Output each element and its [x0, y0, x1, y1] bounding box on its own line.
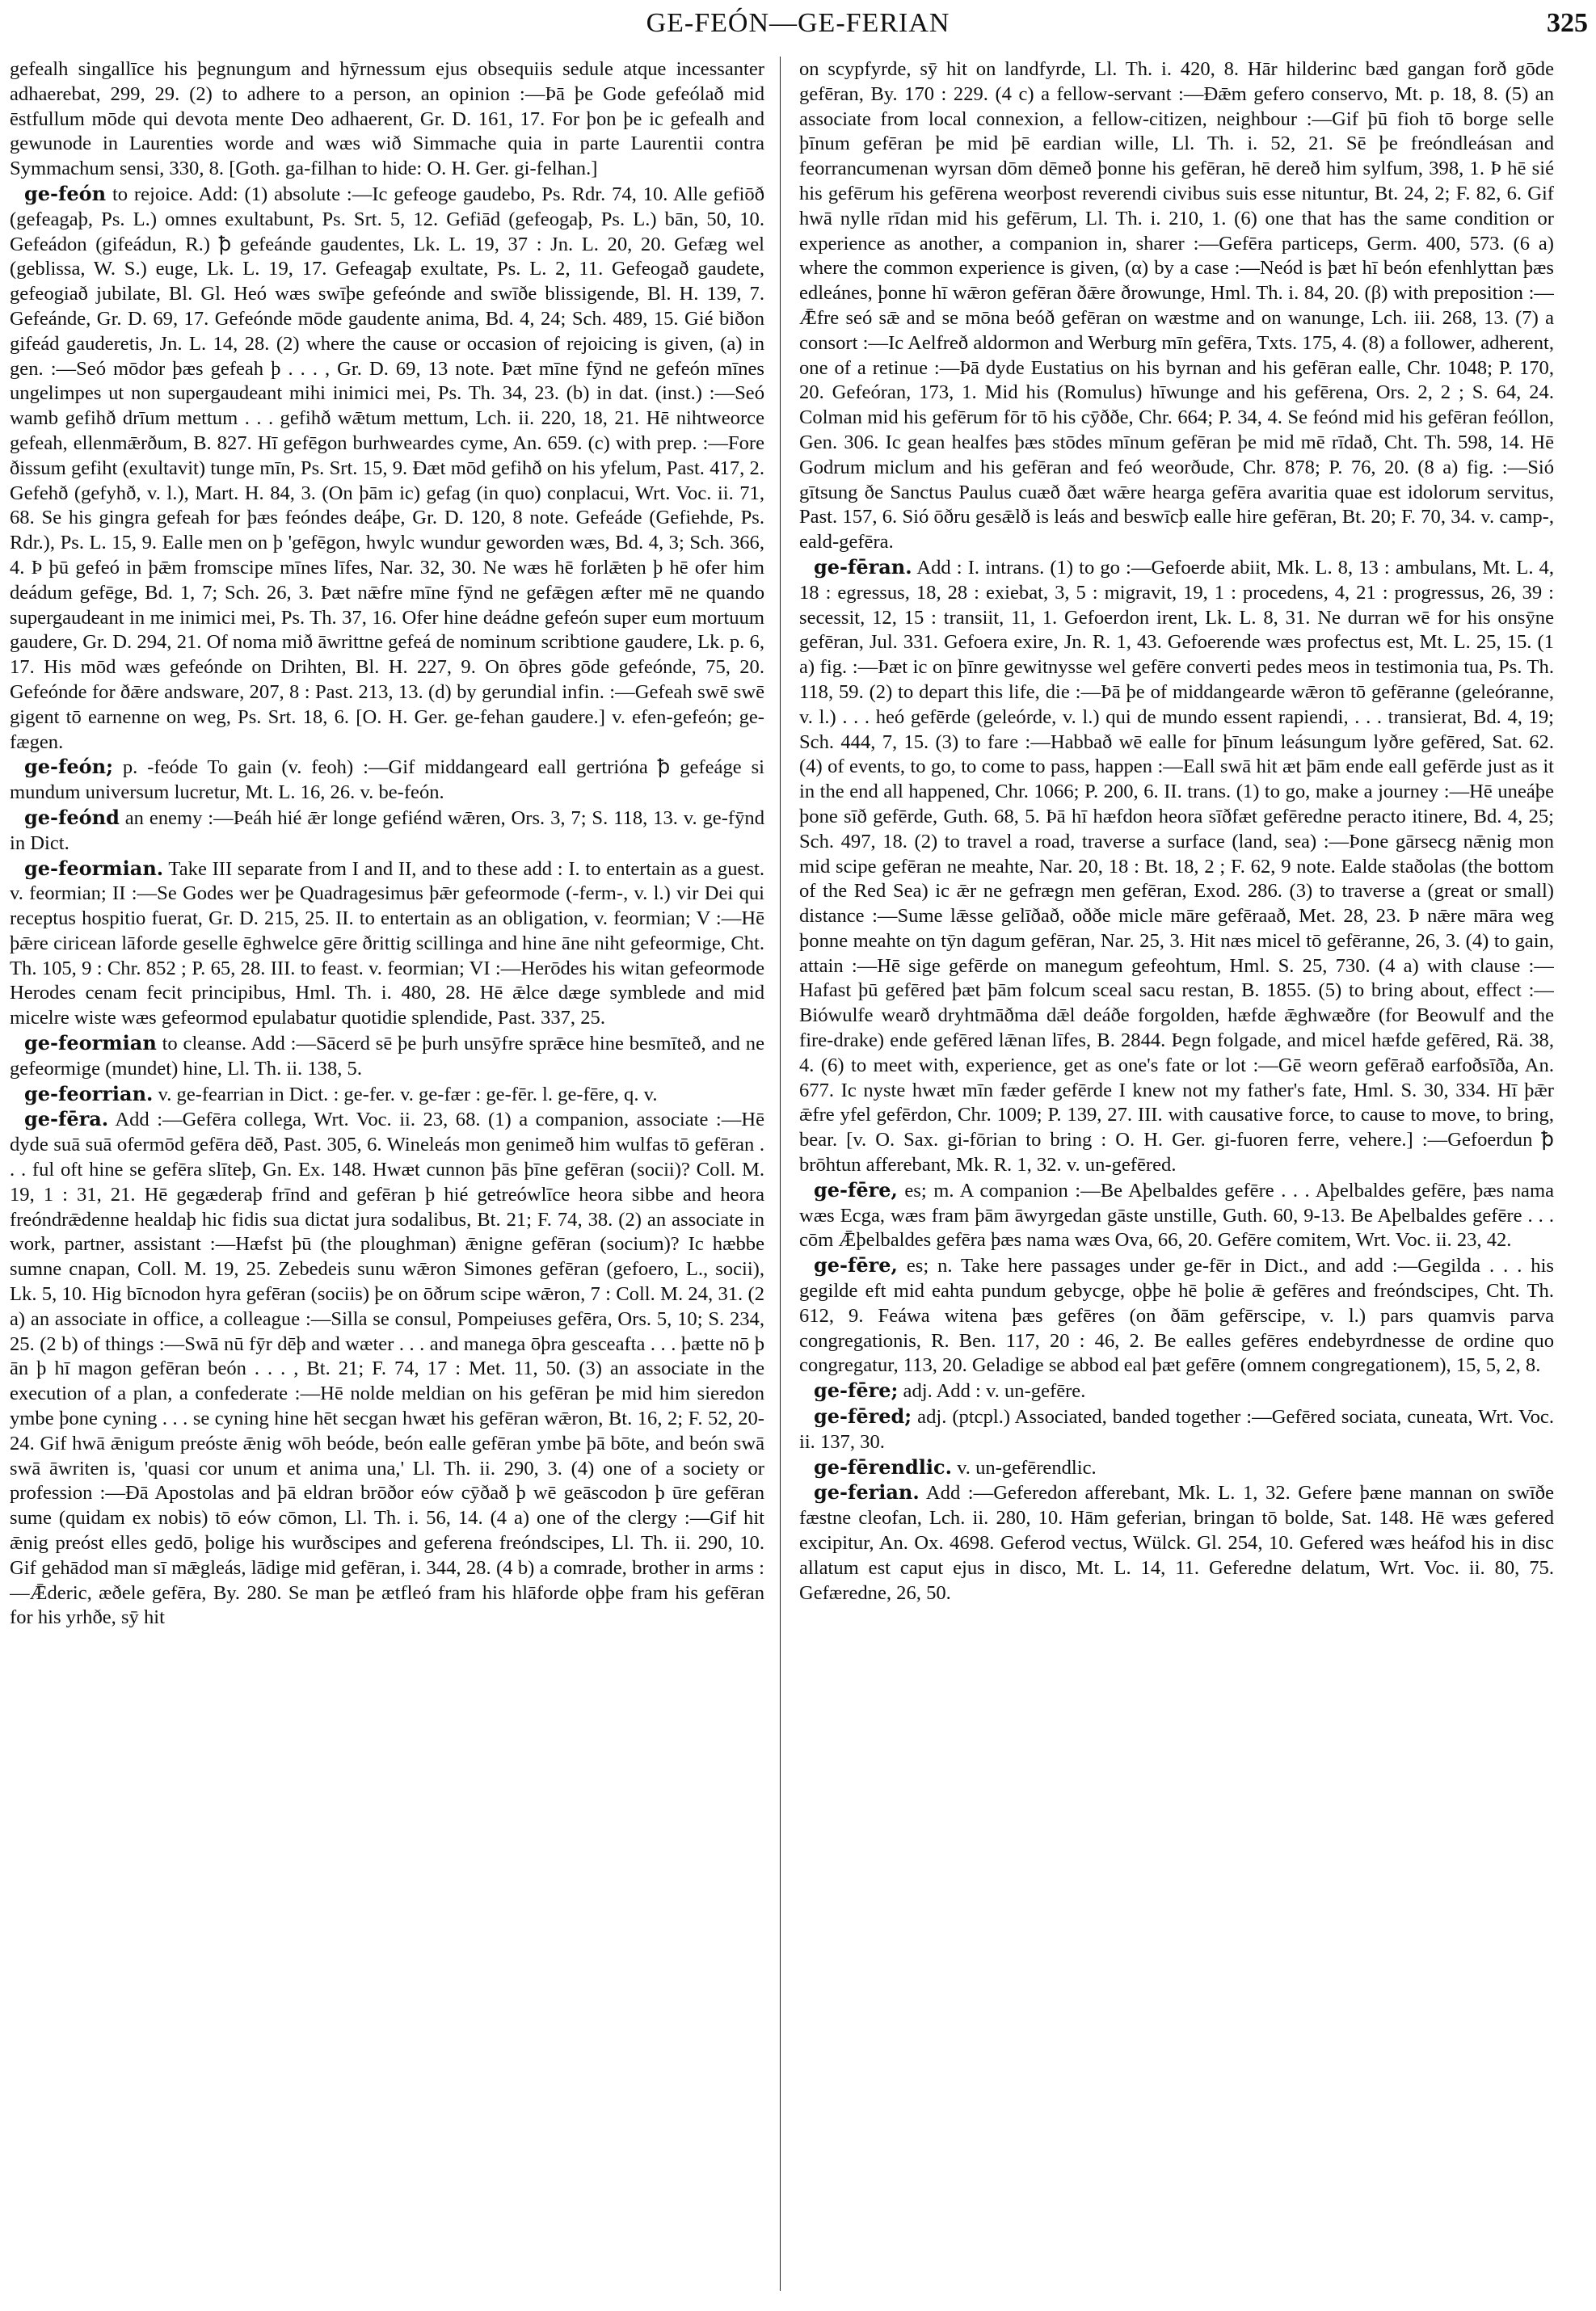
entry-text: an enemy :—Þeáh hié ǣr longe gefiénd wǣren, Ors. 3, 7; S. 118, 13. v. ge-fȳnd in Dict.: [10, 806, 764, 854]
dictionary-entry: [10, 857, 764, 1032]
entry-text: to cleanse. Add :—Sācerd sē þe þurh unsȳfre sprǣce hine besmīteð, and ne gefeormige (mundet) hine, Ll. Th. ii. 138, 5.: [10, 1033, 764, 1080]
entry-headword: ge-fēre,: [814, 1177, 898, 1202]
entry-text: v. un-gefērendlic.: [957, 1456, 1097, 1479]
entry-text: gefealh singallīce his þegnungum and hȳrnessum ejus obsequiis sedule atque incessanter adhaerebat, 299, 29. (2) to adhere to a person, an opinion :—Þā þe Gode gefeólað mid ēstfullum mōde qui devota mente Deo adhaerent, Gr. D. 161, 17. For þon þe ic gefealh and gewunode in Laurenties worde and wæs wið Simmache quia in parte Laurentii contra Symmachum sensi, 330, 8. [Goth. ga-filhan to hide: O. H. Ger. gi-felhan.]: [10, 58, 764, 180]
entry-text: on scypfyrde, sȳ hit on landfyrde, Ll. Th. i. 420, 8. Hār hilderinc bæd gangan forð gōde gefēran, By. 170 : 229. (4 c) a fellow-servant :—Ðǣm gefero conservo, Mt. p. 18, 8. (5) an associate from local connexion, a fellow-citizen, neighbour :—Gif þū fioh tō borge selle þīnum gefēran þe mid þē eardian wille, Ll. Th. i. 52, 21. Sē þe freóndleásan and feorrancumenan wyrsan dōm dēmeð þonne his gefēran, hē dereð him sylfum, 398, 1. Þ hē sié his gefērum his gefērena weorþost reverendi civibus suis esse nituntur, Bt. 24, 2; F. 82, 6. Gif hwā nylle rīdan mid his gefērum, Ll. Th. i. 210, 1. (6) one that has the same condition or experience as another, a companion in, sharer :—Gefēra particeps, Germ. 400, 573. (6 a) where the common experience is given, (α) by a case :—Neód is þæt hī beón efenhlyttan þæs edleánes, þonne hī wǣron gefēran ðǣre ðrowunge, Hml. Th. i. 84, 20. (β) with preposition :—Ǣfre seó sǣ and se mōna beóð gefēran on wæstme and on wanunge, Lch. iii. 268, 13. (7) a consort :—Ic Aelfreð aldormon and Werburg mīn gefēra, Txts. 175, 4. (8) a follower, adherent, one of a retinue :—Þā dyde Eustatius on his byrnan and his gefēran ealle, Chr. 1048; P. 170, 20. Gefeóran, 173, 1. Mid his (Romulus) hīwunge and his gefērena, Ors. 2, 2 ; S. 64, 24. Colman mid his gefērum fōr tō his cȳððe, Chr. 664; P. 34, 4. Se feónd mid his gefēran feóllon, Gen. 306. Ic gean healfes þæs stōdes mīnum gefēran þe mid mē rīdað, Cht. Th. 598, 14. Hē Godrum miclum and his gefēran and feó weorðude, Chr. 878; P. 76, 20. (8 a) fig. :—Sió gītsung ðe Sanctus Paulus cuæð ðæt wǣre hearga gefēra avaritia quae est idolorum servitus, Past. 157, 6. Sió ōðru gesǣlð is leás and beswīcþ ealle hire gefēran, Bt. 20; F. 70, 34. v. camp-, eald-gefēra.: [799, 58, 1554, 554]
entry-headword: ge-feón: [24, 181, 107, 205]
dictionary-entry: [799, 1480, 1554, 1606]
dictionary-entry: [10, 1107, 764, 1631]
entry-text: Add :—Geferedon afferebant, Mk. L. 1, 32. Gefere þæne mannan on swīðe fæstne cleofan, Lch. ii. 280, 10. Hām geferian, bringan tō bolde, Sat. 148. Hē wæs gefered excipitur, An. Ox. 4698. Geferod vectus, Wülck. Gl. 254, 10. Gefered wæs heáfod his in disc allatum est caput ejus in disco, Mt. L. 14, 11. Geferedne delatum, Wrt. Voc. ii. 80, 75. Gefæredne, 26, 50.: [799, 1482, 1554, 1604]
dictionary-entry: [10, 182, 764, 755]
entry-text: Take III separate from I and II, and to these add : I. to entertain as a guest. v. feormian; II :—Se Godes wer þe Quadragesimus þǣr gefeormode (-ferm-, v. l.) vir Dei qui receptus hospitio fuerat, Gr. D. 215, 25. II. to entertain as an obligation, v. feormian; V :—Hē þǣre ciricean lāforde geselle ēghwelce gēre ðrittig scillinga and hine āne niht gefeormige, Cht. Th. 105, 9 : Chr. 852 ; P. 65, 28. III. to feast. v. feormian; VI :—Herōdes his witan gefeormode Herodes cenam fecit principibus, Hml. Th. i. 480, 28. Hē ǣlce dæge symblede and mid micelre wiste wæs gefeormod epulabatur quotidie splendide, Past. 337, 25.: [10, 857, 764, 1029]
entry-text: Add :—Gefēra collega, Wrt. Voc. ii. 23, 68. (1) a companion, associate :—Hē dyde suā suā ofermōd gefēra dēð, Past. 305, 6. Wineleás mon genimeð him wulfas tō gefēran . . . ful oft hine se gefēra slīteþ, Gn. Ex. 148. Hwæt cunnon þās þīne gefēran (socii)? Coll. M. 19, 1 : 31, 21. Hē gegæderaþ frīnd and gefēran þ hié getreówlīce heora sibbe and heora freóndrǣdenne healdaþ hic fidis sua dictat jura sodalibus, Bt. 21; F. 74, 38. (2) an associate in work, partner, assistant :—Hæfst þū (the ploughman) ǣnigne gefēran (socium)? Ic hæbbe sumne cnapan, Coll. M. 19, 25. Zebedeis sunu wǣron Simones gefēran (gefoero, L., socii), Lk. 5, 10. Hig bīcnodon hyra gefēran (sociis) þe on ōðrum scipe wǣron, 7 : Coll. M. 24, 31. (2 a) an associate in office, a colleague :—Silla se consul, Pompeiuses gefēra, Ors. 5, 10; S. 234, 25. (2 b) of things :—Swā nū fȳr dēþ and wæter . . . and manega ōþra gesceafta . . . þætte nō þ ān þ hī magon gefēran beón . . . , Bt. 21; F. 74, 17 : Met. 11, 50. (3) an associate in the execution of a plan, a confederate :—Hē nolde meldian on his gefēran þe mid him sieredon ymbe þone cyning . . . se cyning hine hēt secgan hwæt his gefēran wǣron, Bt. 16, 2; F. 52, 20-24. Gif hwā ǣnigum preóste ǣnig wōh beóde, beón ealle gefēran ymbe þā bōte, and beón swā swā āwriten is, 'quasi cor unum et anima una,' Ll. Th. ii. 290, 3. (4) one of a society or profession :—Ðā Apostolas and þā eldran brōðor eów cȳðað þ wē geāscodon þ ūre gefēran sume (quidam ex nobis) tō eów cōmon, Ll. Th. i. 56, 14. (4 a) one of the clergy :—Gif hit ǣnig preóst elles gedō, þolige his wurðscipes and geferena freóndscipes, Ll. Th. ii. 290, 10. Gif gehādod man sī mǣgleás, lādige mid gefēran, i. 344, 28. (4 b) a comrade, brother in arms :—Ǣderic, æðele gefēra, By. 280. Se man þe ætfleó fram his hlāforde oþþe fram his gefēran for his yrhðe, sȳ hit: [10, 1109, 764, 1629]
dictionary-entry: [10, 1082, 764, 1108]
entry-headword: ge-feormian.: [24, 856, 164, 880]
dictionary-entry: [10, 57, 764, 182]
entry-headword: ge-fēre;: [814, 1379, 899, 1403]
entry-headword: ge-fērendlic.: [814, 1454, 952, 1479]
entry-headword: ge-ferian.: [814, 1480, 920, 1505]
entry-headword: ge-fēra.: [24, 1107, 109, 1131]
entry-text: p. -feóde To gain (v. feoh) :—Gif middangeard eall gertrióna ꝥ gefeáge si mundum universum lucretur, Mt. L. 16, 26. v. be-feón.: [10, 756, 764, 804]
entry-text: es; n. Take here passages under ge-fēr in Dict., and add :—Gegilda . . . his gegilde eft mid eahta pundum gebycge, oþþe hē þolie ǣ gefēres and freóndscipes, Cht. Th. 612, 9. Feáwa witena þæs gefēres (on ðām gefērscipe, v. l.) pars quamvis parva congregationis, R. Ben. 117, 20 : 46, 2. Be ealles gefēres endebyrdnesse de ordine quo congregatur, 113, 20. Geladige se abbod eal þæt gefēre (omnem congregationem), 15, 5, 2, 8.: [799, 1255, 1554, 1377]
dictionary-entry: [10, 755, 764, 806]
dictionary-entry: [799, 1455, 1554, 1481]
dictionary-entry: [799, 1404, 1554, 1455]
right-column: [799, 57, 1554, 2295]
entry-text: adj. (ptcpl.) Associated, banded together :—Gefēred sociata, cuneata, Wrt. Voc. ii. 137, 30.: [799, 1406, 1554, 1453]
dictionary-entry: [10, 806, 764, 857]
entry-text: to rejoice. Add: (1) absolute :—Ic gefeoge gaudebo, Ps. Rdr. 74, 10. Alle gefiōð (gefeagaþ, Ps. L.) omnes exultabunt, Ps. Srt. 5, 12. Gefiād (gefeogaþ, Ps. L.) bān, 50, 10. Gefeádon (gifeádun, R.) ꝥ gefeánde gaudentes, Lk. L. 19, 37 : Jn. L. 20, 20. Gefæg wel (geblissa, W. S.) euge, Lk. L. 19, 17. Gefeagaþ exultate, Ps. L. 2, 11. Gefeogað gaudete, gefeogiað jubilate, Bl. Gl. Heó wæs swīþe gefeónde and swīðe blissigende, Bl. H. 139, 7. Gefeánde, Gr. D. 69, 17. Gefeónde mōde gaudente anima, Bd. 4, 24; Sch. 489, 15. Gié biðon gifeád gauderetis, Jn. L. 14, 28. (2) where the cause or occasion of rejoicing is given, (a) in gen. :—Seó mōdor þæs gefeah þ . . . , Gr. D. 69, 13 note. Þæt mīne fȳnd ne gefeón mīnes ungelimpes ut non supergaudeant mihi inimici mei, Ps. Th. 34, 23. (b) in dat. (inst.) :—Seó wamb gefihð drīum mettum . . . gefihð wǣtum mettum, Lch. ii. 220, 18, 21. Hē nihtweorce gefeah, ellenmǣrðum, B. 827. Hī gefēgon burhweardes cyme, An. 659. (c) with prep. :—Fore ðissum gefiht (exultavit) tunge mīn, Ps. Srt. 15, 9. Ðæt mōd gefihð on his yfelum, Past. 417, 2. Gefehð (gefyhð, v. l.), Mart. H. 84, 3. (On þām ic) gefag (in quo) conplacui, Wrt. Voc. ii. 71, 68. Se his gingra gefeah for þæs feóndes deáþe, Gr. D. 120, 8 note. Gefeáde (Gefiehde, Ps. Rdr.), Ps. L. 15, 9. Ealle men on þ 'gefēgon, hwylc wundur geworden wæs, Bd. 4, 3; Sch. 366, 4. Þ þū gefeó in þǣm fromscipe mīnes līfes, Nar. 32, 30. Ne wæs hē forlǣten þ hē ofer him deádum gefēge, Bd. 1, 7; Sch. 26, 3. Þæt nǣfre mīne fȳnd ne gefǣgen æfter mē ne quando supergaudeant in me inimici mei, Ps. Th. 37, 16. Ofer hine deádne gefeón super eum mortuum gaudere, Gr. D. 294, 21. Of noma mið āwrittne gefeá de nominum scribtione gaudere, Lk. p. 6, 17. His mōd wæs gefeónde on Drihten, Bl. H. 227, 9. On ōþres gōde gefeónde, 75, 20. Gefeónde for ðǣre andsware, 207, 8 : Past. 213, 13. (d) by gerundial infin. :—Gefeah swē swē gigent tō earnenne on weg, Ps. Srt. 18, 6. [O. H. Ger. ge-fehan gaudere.] v. efen-gefeón; ge-fægen.: [10, 183, 764, 753]
dictionary-entry: [799, 1178, 1554, 1253]
dictionary-entry: [799, 57, 1554, 555]
column-divider: [780, 57, 781, 2291]
left-column: [10, 57, 764, 2295]
entry-headword: ge-feón;: [24, 755, 113, 779]
page-number: 325: [1547, 8, 1588, 38]
dictionary-entry: [799, 1253, 1554, 1379]
entry-headword: ge-feormian: [24, 1031, 157, 1055]
running-title: GE-FEÓN—GE-FERIAN: [646, 8, 950, 38]
dictionary-entry: [799, 555, 1554, 1178]
entry-text: adj. Add : v. un-gefēre.: [903, 1380, 1086, 1403]
entry-text: es; m. A companion :—Be Aþelbaldes gefēre . . . Aþelbaldes gefēre, þæs nama wæs Ecga, wæs fram þām āwyrgedan gāste unstille, Guth. 60, 9-13. Be Aþelbaldes gefēre . . . cōm Ǣþelbaldes gefēra þæs nama wæs Ova, 66, 20. Gefēre comitem, Wrt. Voc. ii. 23, 42.: [799, 1179, 1554, 1252]
dictionary-entry: [10, 1031, 764, 1082]
entry-headword: ge-fēred;: [814, 1404, 912, 1429]
entry-headword: ge-fēre,: [814, 1253, 898, 1278]
dictionary-entry: [799, 1379, 1554, 1404]
entry-text: Add : I. intrans. (1) to go :—Gefoerde abiit, Mk. L. 8, 13 : ambulans, Mt. L. 4, 18 : egressus, 18, 28 : exiebat, 3, 5 : migravit, 19, 1 : procedens, 4, 21 : progressus, 26, 39 : secessit, 12, 15 : transiit, 11, 1. Gefoerdon irent, Lk. L. 8, 31. Ne durran wē for his onsȳne gefēran, Jul. 331. Gefoera exire, Jn. R. 1, 43. Gefoerende wæs profectus est, Mt. L. 25, 15. (1 a) fig. :—Þæt ic on þīnre gewitnysse wel gefēre converti pedes meos in testimonia tua, Ps. Th. 118, 59. (2) to depart this life, die :—Þā þe of middangearde wǣron tō gefēranne (geleóranne, v. l.) . . . heó gefērde (geleórde, v. l.) qui de mundo essent rapiendi, . . . transierat, Bd. 4, 19; Sch. 444, 7, 15. (3) to fare :—Habbað wē ealle for þīnum leásungum lyðre gefēred, Sat. 62. (4) of events, to go, to come to pass, happen :—Eall swā hit æt þām ende eall gefērde just as it in the end all happened, Chr. 1066; P. 200, 6. II. trans. (1) to go, make a journey :—Hē uneáþe þone sīð gefērde, Guth. 68, 5. Þā hī hæfdon heora sīðfæt gefēredne peracto itinere, Bd. 4, 25; Sch. 497, 18. (2) to travel a road, traverse a surface (land, sea) :—Þone gārsecg nǣnig mon mid scipe gefēran ne meahte, Nar. 20, 18 : Bt. 18, 2 ; F. 62, 9 note. Ealde staðolas (the bottom of the Red Sea) ic ǣr ne gefrægn men gefēran, Exod. 286. (3) to traverse a (great or small) distance :—Sume lǣsse gelīðað, oððe micle māre gefēraað, Met. 28, 23. Þ nǣre māra weg þonne meahte on tȳn dagum gefēran, Nar. 25, 3. Hit næs micel tō gefēranne, 26, 3. (4) to gain, attain :—Hē sige gefērde on manegum gefeohtum, Hml. S. 25, 730. (4 a) with clause :—Hafast þū gefēred þæt þām folcum sceal sacu restan, B. 1855. (5) to bring about, effect :—Biówulfe wearð dryhtmāðma dǣl deáðe forgolden, hæfde ǣghwæðre (for Beowulf and the fire-drake) ende gefēred lǣnan līfes, B. 2844. Þegn folgade, and micel hæfde gefēred, Rä. 38, 4. (6) to meet with, experience, get as one's fate or lot :—Gē weorn gefērað earfoðsīða, An. 677. Ic nyste hwæt mīn fæder gefērde I knew not my father's fate, Hml. S. 30, 334. Hī þǣr ǣfre yfel gefērdon, Chr. 1009; P. 139, 27. III. with causative force, to cause to move, to bring, bear. [v. O. Sax. gi-fōrian to bring : O. H. Ger. gi-fuoren ferre, vehere.] :—Gefoerdun ꝥ brōhtun afferebant, Mk. R. 1, 32. v. un-gefēred.: [799, 556, 1554, 1177]
entry-headword: ge-fēran.: [814, 554, 912, 579]
entry-text: v. ge-fearrian in Dict. : ge-fer. v. ge-fær : ge-fēr. l. ge-fēre, q. v.: [158, 1083, 658, 1105]
page-header: [0, 8, 1596, 44]
entry-headword: ge-feorrian.: [24, 1081, 154, 1105]
entry-headword: ge-feónd: [24, 805, 120, 829]
